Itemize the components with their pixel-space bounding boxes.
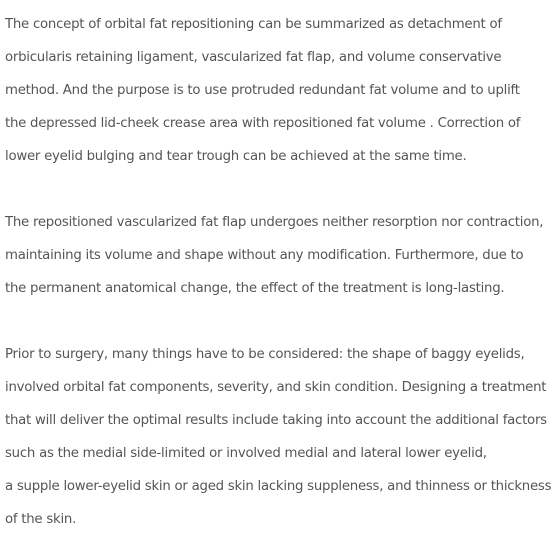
paragraph-fat-flap-durability [5, 206, 557, 305]
text-line: a supple lower-eyelid skin or aged skin lacking suppleness, and thinness or thickness [5, 479, 552, 494]
paragraph-surgery-considerations [5, 338, 557, 536]
text-line: The concept of orbital fat repositioning can be summarized as detachment of [5, 17, 502, 32]
text-line: the permanent anatomical change, the effect of the treatment is long-lasting. [5, 281, 505, 296]
text-line: Prior to surgery, many things have to be considered: the shape of baggy eyelids, [5, 347, 525, 362]
text-line: such as the medial side-limited or involved medial and lateral lower eyelid, [5, 446, 487, 461]
text-line: that will deliver the optimal results include taking into account the additional factors [5, 413, 547, 428]
paragraph-orbital-fat-concept [5, 8, 557, 173]
text-line: The repositioned vascularized fat flap undergoes neither resorption nor contraction, [5, 215, 544, 230]
text-line: of the skin. [5, 512, 77, 527]
text-line: the depressed lid-cheek crease area with repositioned fat volume . Correction of [5, 116, 521, 131]
article-body [5, 8, 557, 536]
text-line: involved orbital fat components, severity, and skin condition. Designing a treatment [5, 380, 547, 395]
paragraph-spacer [5, 173, 557, 206]
paragraph-spacer [5, 305, 557, 338]
text-line: lower eyelid bulging and tear trough can be achieved at the same time. [5, 149, 467, 164]
text-line: method. And the purpose is to use protruded redundant fat volume and to uplift [5, 83, 520, 98]
text-line: maintaining its volume and shape without any modification. Furthermore, due to [5, 248, 524, 263]
text-line: orbicularis retaining ligament, vascularized fat flap, and volume conservative [5, 50, 502, 65]
